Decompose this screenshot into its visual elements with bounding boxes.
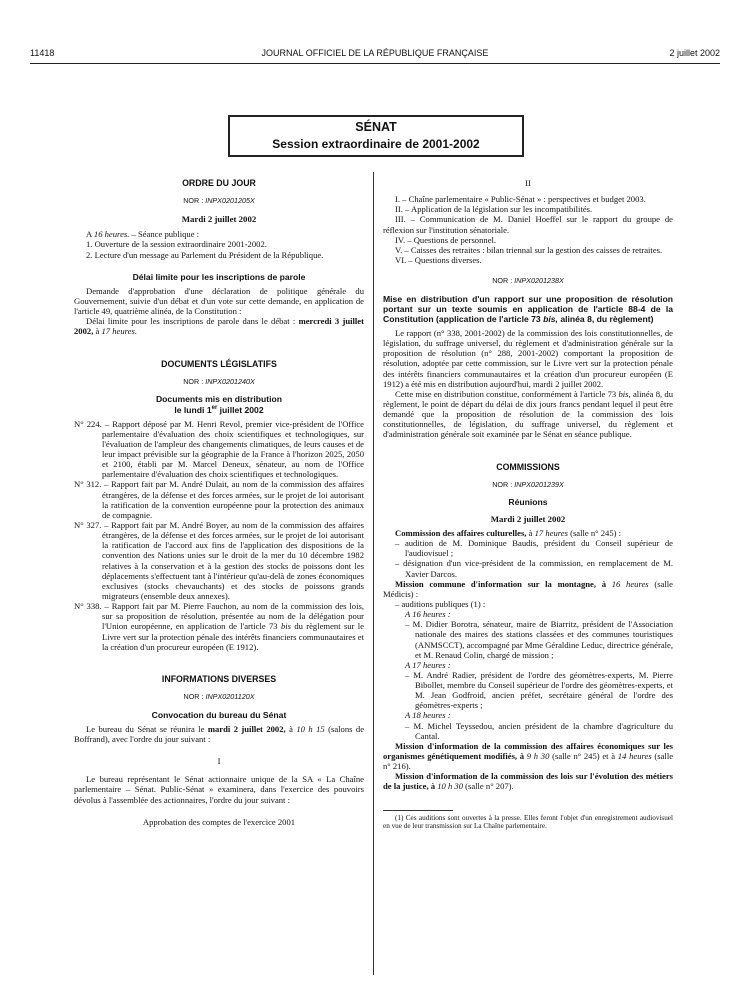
seance-line: A 16 heures. – Séance publique : (86, 229, 200, 240)
agenda-item: 1. Ouverture de la session extraordinaire 2001-2002. (86, 239, 267, 250)
delai-deadline: Délai limite pour les inscriptions de parole dans le débat : mercredi 3 juillet 2002, à 17 heures. (74, 316, 364, 337)
column-divider (373, 172, 374, 975)
banner-subtitle: Session extraordinaire de 2001-2002 (272, 136, 480, 151)
informations-heading: INFORMATIONS DIVERSES (161, 673, 277, 684)
banner-title: SÉNAT (355, 120, 397, 134)
convocation-heading: Convocation du bureau du Sénat (151, 709, 287, 720)
time-label: A 18 heures : (405, 710, 451, 721)
document-item: N° 338. – Rapport fait par M. Pierre Fauchon, au nom de la commission des lois, sur sa proposition de résolution, présentée au nom de la délégation pour l'Union européenne, en application de l'article 73 bis du règlement sur le Livre vert sur la protection pénale des intérêts financiers communautaires et la création d'un procureur européen (E 1912). (74, 601, 364, 652)
time-label: A 17 heures : (405, 659, 451, 670)
journal-title: JOURNAL OFFICIEL DE LA RÉPUBLIQUE FRANÇAISE (261, 48, 489, 58)
list-item: – désignation d'un vice-président de la commission, en remplacement de M. Xavier Darcos. (395, 558, 673, 579)
nor-reference: NOR : INPX0201240X (183, 376, 255, 386)
documents-heading: DOCUMENTS LÉGISLATIFS (161, 358, 277, 369)
list-item: V. – Caisses des retraites : bilan triennal sur la gestion des caisses de retraites. (395, 244, 663, 255)
agenda-date: Mardi 2 juillet 2002 (181, 213, 257, 224)
list-item: – auditions publiques (1) : (395, 598, 486, 609)
document-item: N° 327. – Rapport fait par M. André Boyer, au nom de la commission des affaires étrangères, de la défense et des forces armées, sur le projet de loi autorisant la ratification de l'accord aux fins de l'application des dispositions de la convention des Nations unies sur le droit de la mer du 10 décembre 1982 relatives à la conservation et à la gestion des stocks de poissons dont les déplacements s'effectuent tant à l'intérieur qu'au-delà de zones économiques exclusives (stocks chevauchants) et des stocks de poissons grands migrateurs (ensemble deux annexes). (74, 520, 364, 602)
documents-subheading: Documents mis en distribution le lundi 1er juillet 2002 (155, 394, 283, 415)
bureau-agenda-list (383, 194, 673, 265)
left-column (74, 178, 364, 827)
senate-banner (228, 115, 524, 157)
reunions-date: Mardi 2 juillet 2002 (490, 513, 566, 524)
mission-ogm: Mission d'information de la commission des affaires économiques sur les organismes génétiquement modifiés, à 9 h 30 (salle n° 245) et à 14 heures (salle n° 216). (383, 740, 674, 772)
list-item: III. – Communication de M. Daniel Hoeffel sur le rapport du groupe de réflexion sur l'institution sénatoriale. (383, 214, 673, 235)
commissions-heading: COMMISSIONS (496, 461, 560, 472)
delai-paragraph: Demande d'approbation d'une déclaration de politique générale du Gouvernement, suivie d'un débat et d'un vote sur cette demande, en application de l'article 49, quatrième alinéa, de la Constitution : (74, 285, 364, 317)
rapport-paragraph: Le rapport (n° 338, 2001-2002) de la commission des lois constitutionnelles, de législation, du suffrage universel, du règlement et d'administration générale sur la proposition de résolution (n° 288, 2001-2002) comportant la proposition de résolution, adoptée par cette commission, sur le Livre vert sur la protection pénale des intérêts financiers communautaires et la création d'un procureur européen (E 1912) a été mis en distribution aujourd'hui, mardi 2 juillet 2002. (383, 328, 673, 389)
list-item: – audition de M. Dominique Baudis, président du Conseil supérieur de l'audiovisuel ; (395, 538, 673, 559)
header-rule (30, 63, 720, 64)
mission-montagne: Mission commune d'information sur la montagne, à 16 heures (salle Médicis) : (383, 578, 673, 599)
list-item: II. – Application de la législation sur les incompatibilités. (395, 204, 593, 215)
document-item: N° 312. – Rapport fait par M. André Dulait, au nom de la commission des affaires étrangères, de la défense et des forces armées, sur le projet de loi autorisant la ratification de la convention européenne pour la protection des animaux de compagnie. (74, 479, 364, 520)
list-item: – M. Michel Teyssedou, ancien président de la chambre d'agriculture du Cantal. (405, 720, 673, 741)
commission-culturelle: Commission des affaires culturelles, à 17 heures (salle n° 245) : (395, 527, 622, 538)
header-date: 2 juillet 2002 (669, 48, 720, 58)
list-item: I. – Chaîne parlementaire « Public-Sénat » : perspectives et budget 2003. (395, 194, 646, 205)
convocation-paragraph: Le bureau du Sénat se réunira le mardi 2 juillet 2002, à 10 h 15 (salons de Boffrand), avec l'ordre du jour suivant : (74, 723, 365, 745)
reunions-heading: Réunions (508, 497, 548, 508)
footnote: (1) Ces auditions sont ouvertes à la presse. Elles feront l'objet d'un enregistrement audiovisuel en vue de leur transmission sur La Chaîne parlementaire. (383, 813, 673, 830)
nor-reference: NOR : INPX0201205X (183, 196, 255, 206)
ordre-du-jour-heading: ORDRE DU JOUR (182, 178, 256, 188)
document-item: N° 224. – Rapport déposé par M. Henri Revol, premier vice-président de l'Office parlementaire d'évaluation des choix scientifiques et technologiques, sur l'évaluation de l'ampleur des changements climatiques, de leurs causes et de leur impact prévisible sur la géographie de la France à l'horizon 2025, 2050 et 2100, établi par M. Marcel Deneux, sénateur, au nom de l'Office parlementaire d'évaluation des choix scientifiques et technologiques. (74, 418, 364, 480)
list-item: – M. André Radier, président de l'ordre des géomètres-experts, M. Pierre Bibollet, membre du Conseil supérieur de l'ordre des géomètres-experts, et M. Jean Godfroid, ancien préfet, secrétaire général de l'ordre des géomètres-experts ; (405, 669, 673, 711)
nor-reference: NOR : INPX0201239X (492, 479, 564, 489)
bureau-paragraph: Le bureau représentant le Sénat actionnaire unique de la SA « La Chaîne parlementaire – Sénat. Public-Sénat » examinera, dans l'exercice des pouvoirs dévolus à l'assemblée des actionnaires, l'ordre du jour suivant : (74, 774, 364, 805)
nor-reference: NOR : INPX0201120X (183, 692, 255, 702)
cette-mise-paragraph: Cette mise en distribution constitue, conformément à l'article 73 bis, alinéa 8, du règlement, le point de départ du délai de dix jours francs pendant lequel il peut être demandé que la proposition de résolution de la commission des lois constitutionnelles, de législation, du suffrage universel, du règlement et d'administration générale soit examinée par le Sénat en séance publique. (383, 388, 673, 440)
page-number: 11418 (30, 48, 55, 58)
list-item: – M. Didier Borotra, sénateur, maire de Biarritz, président de l'Association nationale des maires des stations classées et des communes touristiques (ANMSCCT), accompagné par Mme Géraldine Leduc, directrice générale, et M. Renaud Colin, chargé de mission ; (405, 619, 673, 660)
time-label: A 16 heures : (405, 609, 451, 620)
mise-en-distribution-heading: Mise en distribution d'un rapport sur une proposition de résolution portant sur un texte soumis en application de l'article 88-4 de la Constitution (application de l'article 73 bis, alinéa 8, du règlement) (383, 293, 673, 324)
nor-reference: NOR : INPX0201238X (492, 276, 564, 286)
list-item: VI. – Questions diverses. (395, 254, 482, 265)
approbation-line: Approbation des comptes de l'exercice 2001 (142, 816, 296, 827)
roman-numeral: I (217, 756, 221, 767)
page-header (30, 48, 720, 60)
agenda-item: 2. Lecture d'un message au Parlement du Président de la République. (86, 249, 324, 260)
roman-numeral: II (525, 178, 531, 188)
mission-justice: Mission d'information de la commission des lois sur l'évolution des métiers de la justice, à 10 h 30 (salle n° 207). (383, 771, 673, 792)
footnote-rule (383, 810, 453, 811)
list-item: IV. – Questions de personnel. (395, 234, 497, 245)
delai-heading: Délai limite pour les inscriptions de parole (132, 271, 306, 282)
right-column (383, 178, 673, 830)
